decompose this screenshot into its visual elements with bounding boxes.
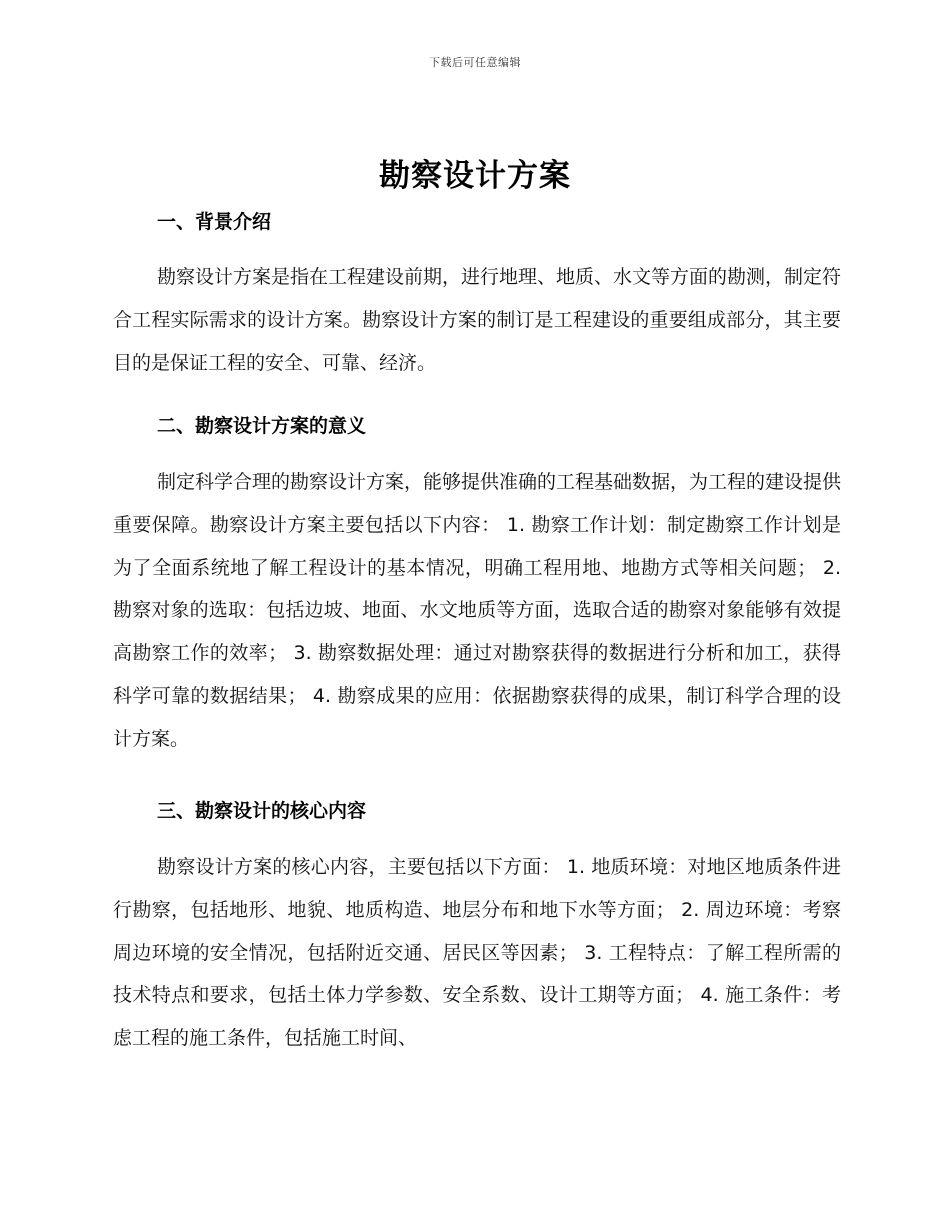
header-note: 下载后可任意编辑 <box>429 56 521 69</box>
section-heading-background: 一、背景介绍 <box>157 211 272 233</box>
section-heading-core-content: 三、勘察设计的核心内容 <box>157 800 367 822</box>
section-body-significance: 制定科学合理的勘察设计方案，能够提供准确的工程基础数据，为工程的建设提供重要保障。勘察设计方案主要包括以下内容： 1. 勘察工作计划：制定勘察工作计划是为了全面系统地了解工程设计的基本情况，明确工程用地、地勘方式等相关问题； 2. 勘察对象的选取：包括边坡、地面、水文地质等方面，选取合适的勘察对象能够有效提高勘察工作的效率； 3. 勘察数据处理：通过对勘察获得的数据进行分析和加工，获得科学可靠的数据结果； 4. 勘察成果的应用：依据勘察获得的成果，制订科学合理的设计方案。 <box>113 471 842 750</box>
section-heading-significance: 二、勘察设计方案的意义 <box>157 415 367 437</box>
document-title: 勘察设计方案 <box>379 158 571 194</box>
section-body-background: 勘察设计方案是指在工程建设前期，进行地理、地质、水文等方面的勘测，制定符合工程实际需求的设计方案。勘察设计方案的制订是工程建设的重要组成部分，其主要目的是保证工程的安全、可靠、经济。 <box>113 266 842 374</box>
section-body-core-content: 勘察设计方案的核心内容，主要包括以下方面： 1. 地质环境：对地区地质条件进行勘察，包括地形、地貌、地质构造、地层分布和地下水等方面； 2. 周边环境：考察周边环境的安全情况，包括附近交通、居民区等因素； 3. 工程特点：了解工程所需的技术特点和要求，包括土体力学参数、安全系数、设计工期等方面； 4. 施工条件：考虑工程的施工条件，包括施工时间、 <box>113 856 841 1050</box>
